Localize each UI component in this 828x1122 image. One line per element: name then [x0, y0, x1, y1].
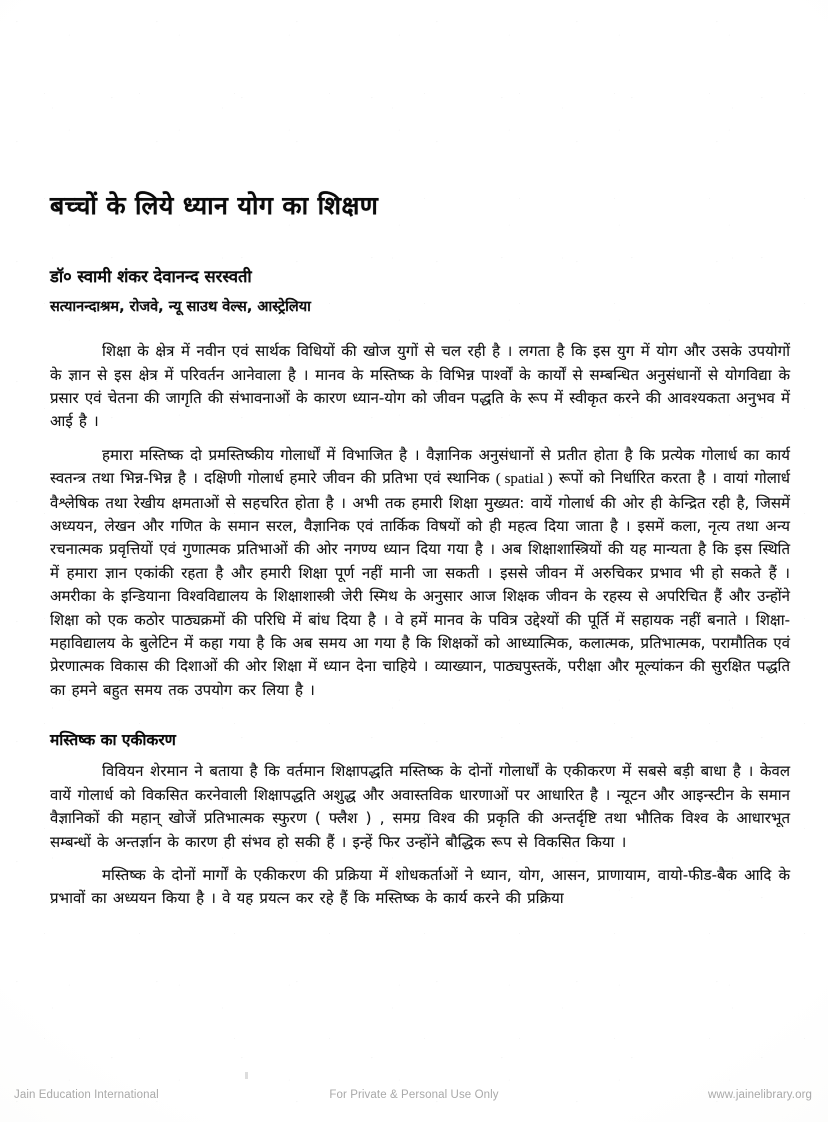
- page-content: [50, 190, 790, 919]
- page-title: बच्चों के लिये ध्यान योग का शिक्षण: [50, 191, 379, 220]
- footer-organization: Jain Education International: [14, 1089, 159, 1101]
- body-paragraph-2: [50, 444, 790, 702]
- body-paragraph-4: मस्तिष्क के दोनों मार्गों के एकीकरण की प्रक्रिया में शोधकर्ताओं ने ध्यान, योग, आसन, प्राणायाम, वायो-फीड-बैक आदि के प्रभावों का अध्ययन किया है । वे यह प्रयत्न कर रहे हैं कि मस्तिष्क के कार्य करने की प्रक्रिया: [50, 865, 790, 908]
- page-footer: [0, 1082, 828, 1108]
- author-block: [50, 265, 790, 318]
- latin-term-spatial: ( spatial ): [495, 471, 553, 488]
- paragraph-2-text-after-latin: रूपों को निर्धारित करता है । वायां गोलार्ध वैश्लेषिक तथा रेखीय क्षमताओं से सहचरित होता है । अभी तक हमारी शिक्षा मुख्यत: वायें गोलार्ध की ओर ही केन्द्रित रही है, जिसमें अध्ययन, लेखन और गणित के समान सरल, वैज्ञानिक एवं तार्किक विषयों को ही महत्व दिया जाता है । इसमें कला, नृत्य तथा अन्य रचनात्मक प्रवृत्तियों एवं गुणात्मक प्रतिभाओं की ओर नगण्य ध्यान दिया गया है । अब शिक्षाशास्त्रियों की यह मान्यता है कि इस स्थिति में हमारा ज्ञान एकांकी रहता है और हमारी शिक्षा पूर्ण नहीं मानी जा सकती । इससे जीवन में अरुचिकर प्रभाव भी हो सकते हैं । अमरीका के इन्डियाना विश्वविद्यालय के शिक्षाशास्त्री जेरी स्मिथ के अनुसार आज शिक्षक जीवन के रहस्य से अपरिचित हैं और उन्होंने शिक्षा को एक कठोर पाठ्यक्रमों की परिधि में बांध दिया है । वे हमें मानव के पवित्र उद्देश्यों की पूर्ति में सहायक नहीं बनाते । शिक्षा-महाविद्यालय के बुलेटिन में कहा गया है कि अब समय आ गया है कि शिक्षकों को आध्यात्मिक, कलात्मक, प्रतिभात्मक, परामौतिक एवं प्रेरणात्मक विकास की दिशाओं की ओर शिक्षा में ध्यान देना चाहिये । व्याख्यान, पाठ्यपुस्तकें, परीक्षा और मूल्यांकन की सुरक्षित पद्धति का हमने बहुत समय तक उपयोग कर लिया है ।: [50, 469, 791, 699]
- author-affiliation: सत्यानन्दाश्रम, रोजवे, न्यू साउथ वेल्स, आस्ट्रेलिया: [50, 299, 311, 316]
- paragraph-2-text-before-latin: हमारा मस्तिष्क दो प्रमस्तिष्कीय गोलार्धों में विभाजित है । वैज्ञानिक अनुसंधानों से प्रतीत होता है कि प्रत्येक गोलार्ध का कार्य स्वतन्त्र तथा भिन्न-भिन्न है । दक्षिणी गोलार्ध हमारे जीवन की प्रतिभा एवं स्थानिक: [50, 445, 790, 488]
- scan-artifact-mark: [245, 1072, 248, 1079]
- section-heading-brain-integration: मस्तिष्क का एकीकरण: [50, 731, 176, 750]
- body-paragraph-3: [50, 760, 790, 854]
- paragraph-3-text-before-parenthetical: विवियन शेरमान ने बताया है कि वर्तमान शिक्षापद्धति मस्तिष्क के दोनों गोलार्धों के एकीकरण में सबसे बड़ी बाधा है । केवल वायें गोलार्ध को विकसित करनेवाली शिक्षापद्धति अशुद्ध और अवास्तविक धारणाओं पर आधारित है । न्यूटन और आइन्स्टीन के समान वैज्ञानिकों की महान् खोजें प्रतिभात्मक स्फुरण: [50, 762, 790, 828]
- footer-website-link[interactable]: www.jainelibrary.org: [707, 1089, 812, 1101]
- paragraph-3-text-after-parenthetical: , समग्र विश्व की प्रकृति की अन्तर्दृष्टि तथा भौतिक विश्व के आधारभूत सम्बन्धों के अन्तर्ज्ञान के कारण ही संभव हो सकी हैं । इन्हें फिर उन्होंने बौद्धिक रूप से विकसित किया ।: [50, 809, 791, 851]
- parenthetical-term-flash: ( फ्लैश ): [314, 809, 372, 828]
- footer-usage-notice: For Private & Personal Use Only: [329, 1089, 499, 1101]
- author-name: डॉ० स्वामी शंकर देवानन्द सरस्वती: [50, 267, 252, 287]
- body-paragraph-1: शिक्षा के क्षेत्र में नवीन एवं सार्थक विधियों की खोज युगों से चल रही है । लगता है कि इस युग में योग और उसके उपयोगों के ज्ञान से इस क्षेत्र में परिवर्तन आनेवाला है । मानव के मस्तिष्क के विभिन्न पार्श्वों के कार्यों से सम्बन्धित अनुसंधानों से योगविद्या के प्रसार एवं चेतना की जागृति की संभावनाओं के कारण ध्यान-योग को जीवन पद्धति के रूप में स्वीकृत करने की आवश्यकता अनुभव में आई है ।: [50, 342, 790, 431]
